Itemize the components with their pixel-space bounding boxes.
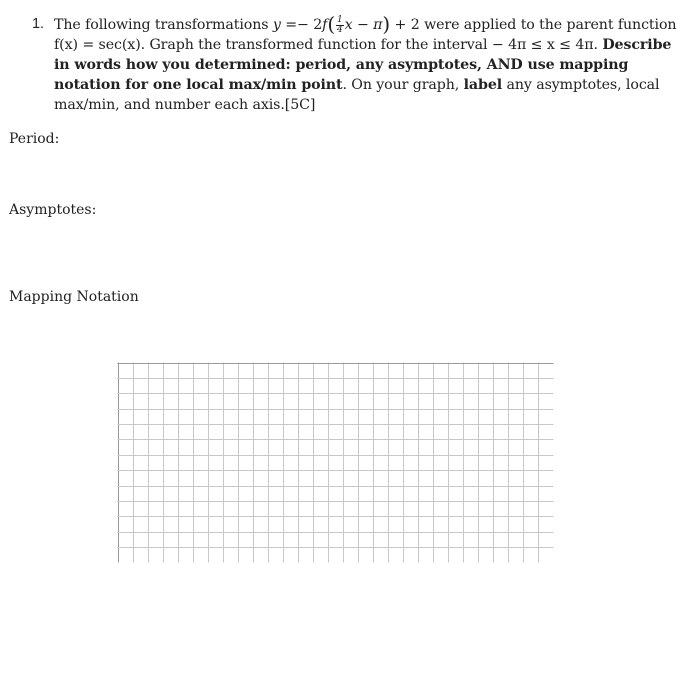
interval: − 4π ≤ x ≤ 4π. bbox=[491, 37, 598, 53]
question-text-2: . On your graph, bbox=[342, 77, 460, 93]
equation: y =− 2f( $\frac{1}{4}$ x − π) + 2 bbox=[272, 12, 420, 36]
graph-paper-grid[interactable] bbox=[117, 362, 554, 563]
period-label: Period: bbox=[9, 131, 60, 147]
mapping-notation-label: Mapping Notation bbox=[9, 289, 139, 305]
fraction: $\frac{1}{4}$ bbox=[337, 14, 343, 35]
question-text bbox=[54, 14, 682, 115]
question-1 bbox=[32, 14, 682, 115]
bold-label: label bbox=[463, 77, 503, 93]
question-after-equation: were applied to the parent function f(x) = sec(x). Graph the transformed function for the interval bbox=[54, 17, 677, 53]
bold-instruction: Describe in words how you determined: period, any asymptotes, AND use mapping notation for one local max/min point bbox=[54, 37, 672, 93]
question-intro: The following transformations bbox=[54, 17, 269, 33]
asymptotes-label: Asymptotes: bbox=[9, 202, 97, 218]
question-number: 1. bbox=[32, 16, 44, 32]
question-text-3: any asymptotes, local max/min, and number each axis.[5C] bbox=[54, 77, 660, 113]
